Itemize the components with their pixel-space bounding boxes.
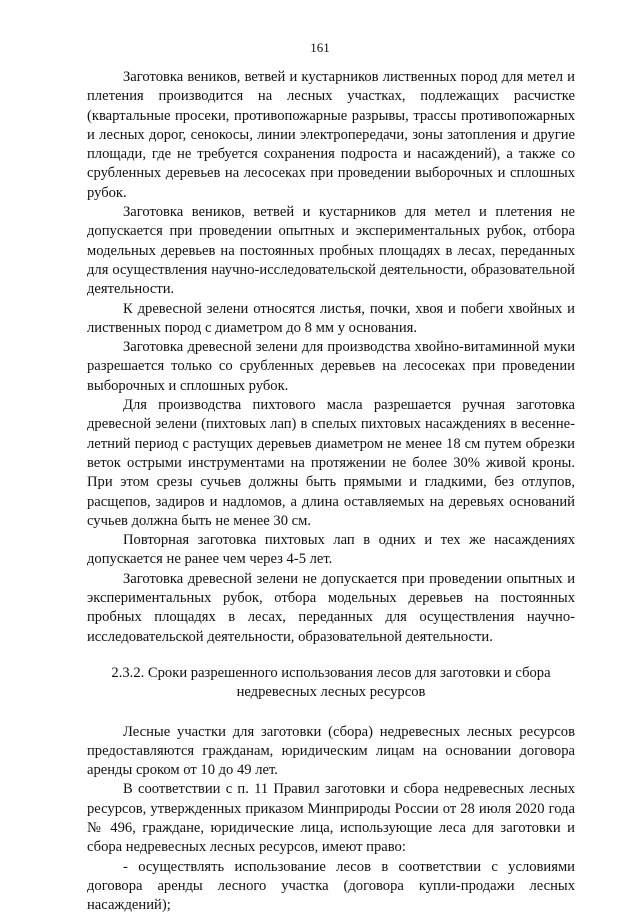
page-number: 161 bbox=[310, 40, 330, 55]
paragraph: Заготовка веников, ветвей и кустарников лиственных пород для метел и плетения производится на лесных участках, подлежащих расчистке (квартальные просеки, противопожарные разрывы, трассы противопожарных и лесных дорог, сенокосы, линии электропередачи, зоны затопления и другие площади, где не требуется сохранения подроста и насаждений), а также со срубленных деревьев на лесосеках при проведении выборочных и сплошных рубок. bbox=[87, 69, 575, 201]
paragraph: Заготовка древесной зелени для производства хвойно-витаминной муки разрешается только со срубленных деревьев на лесосеках при проведении выборочных и сплошных рубок. bbox=[87, 339, 575, 394]
paragraph: Заготовка веников, ветвей и кустарников для метел и плетения не допускается при проведении опытных и экспериментальных рубок, отбора модельных деревьев на постоянных пробных площадях в лесах, переданных для осуществления научно-исследовательской деятельности, образовательной деятельности. bbox=[87, 204, 575, 298]
paragraph: - осуществлять использование лесов в соответствии с условиями договора аренды лесного участка (договора купли-продажи лесных насаждений); bbox=[87, 858, 575, 914]
body-text bbox=[87, 68, 575, 915]
section-heading-line: недревесных лесных ресурсов bbox=[236, 684, 426, 701]
section-heading bbox=[87, 664, 575, 703]
paragraph: Повторная заготовка пихтовых лап в одних и тех же насаждениях допускается не ранее чем через 4-5 лет. bbox=[87, 532, 575, 568]
paragraph: Заготовка древесной зелени не допускается при проведении опытных и экспериментальных рубок, отбора модельных деревьев на постоянных пробных площадях в лесах, переданных для осуществления научно-исследовательской деятельности, образовательной деятельности. bbox=[87, 570, 575, 645]
paragraph: Лесные участки для заготовки (сбора) недревесных лесных ресурсов предоставляются гражданам, юридическим лицам на основании договора аренды сроком от 10 до 49 лет. bbox=[87, 723, 575, 779]
section-heading-line: 2.3.2. Сроки разрешенного использования лесов для заготовки и сбора bbox=[111, 664, 551, 681]
paragraph: Для производства пихтового масла разрешается ручная заготовка древесной зелени (пихтовых лап) в спелых пихтовых насаждениях в весенне-летний период с растущих деревьев диаметром не менее 18 см путем обрезки веток острыми инструментами на протяжении не более 30% живой кроны. При этом срезы сучьев должны быть прямыми и гладкими, без отлупов, расщепов, задиров и надломов, а длина оставляемых на деревьях оснований сучьев должна быть не менее 30 см. bbox=[87, 397, 575, 529]
paragraph: К древесной зелени относятся листья, почки, хвоя и побеги хвойных и лиственных пород с диаметром до 8 мм у основания. bbox=[87, 300, 575, 336]
paragraph: В соответствии с п. 11 Правил заготовки и сбора недревесных лесных ресурсов, утвержденных приказом Минприроды России от 28 июля 2020 года № 496, граждане, юридические лица, использующие леса для заготовки и сбора недревесных лесных ресурсов, имеют право: bbox=[87, 781, 575, 856]
